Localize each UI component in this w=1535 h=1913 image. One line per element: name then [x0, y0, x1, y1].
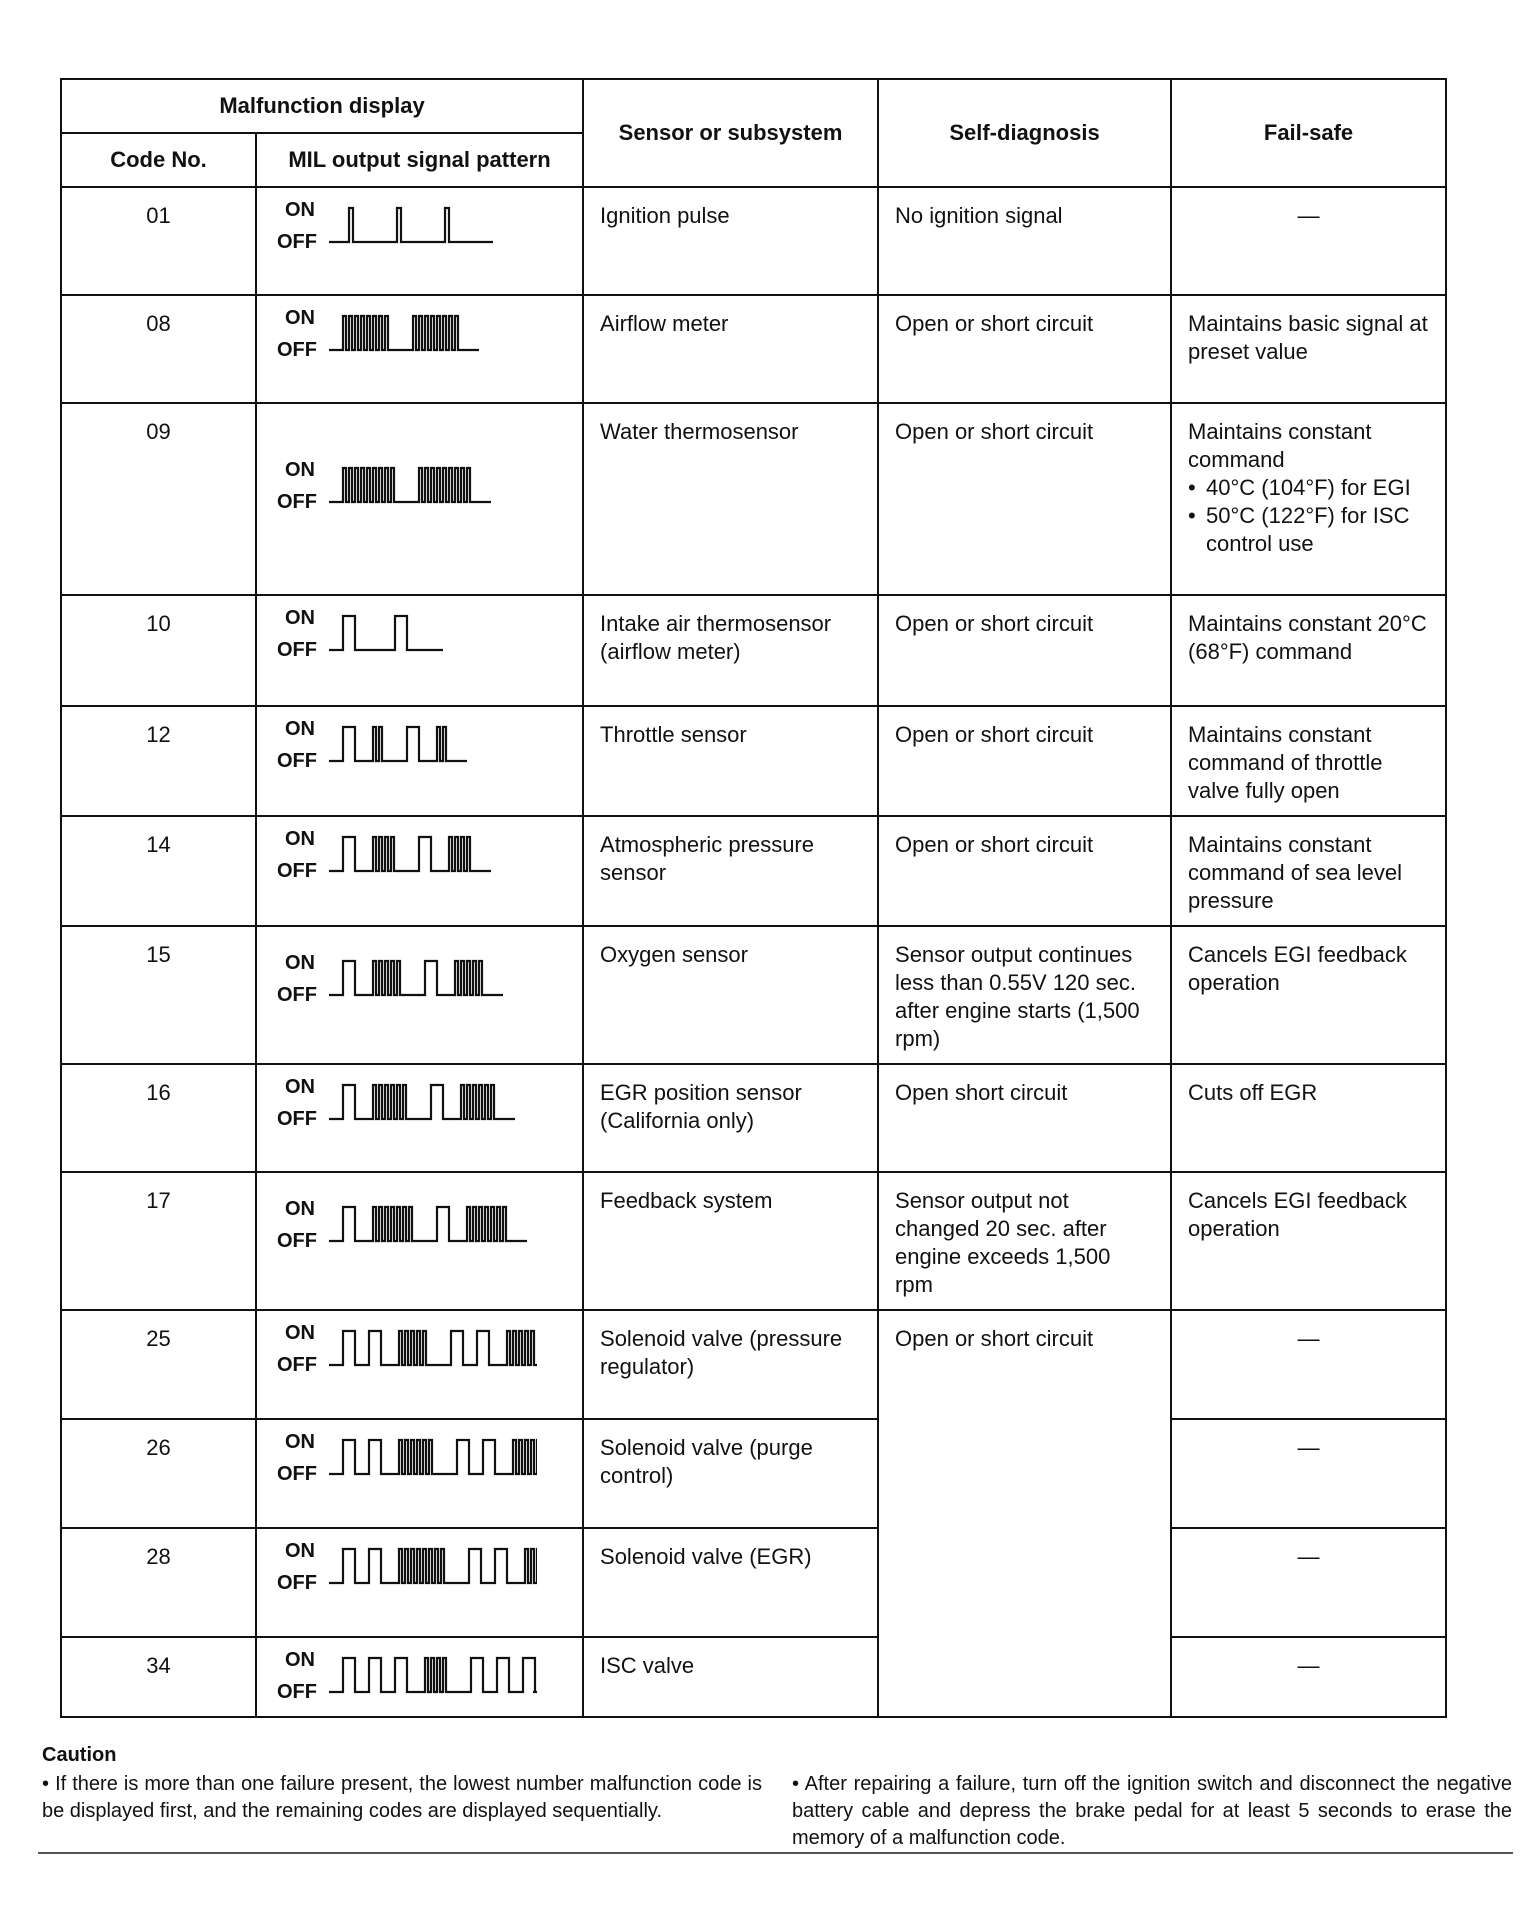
sensor-cell: Solenoid valve (purge control): [583, 1419, 878, 1528]
signal-on-label: ON: [285, 718, 315, 740]
signal-pattern-cell: [256, 1064, 583, 1172]
signal-on-label: ON: [285, 952, 315, 974]
failsafe-cell: [1171, 403, 1446, 595]
mil-signal-diagram: [277, 1073, 537, 1135]
signal-pattern-cell: [256, 1419, 583, 1528]
signal-on-label: ON: [285, 1322, 315, 1344]
sensor-cell: EGR position sensor (California only): [583, 1064, 878, 1172]
signal-waveform: [329, 1085, 515, 1119]
diagnosis-cell: Sensor output not changed 20 sec. after engine exceeds 1,500 rpm: [878, 1172, 1171, 1310]
sensor-cell: Water thermosensor: [583, 403, 878, 595]
signal-off-label: OFF: [277, 639, 317, 661]
signal-waveform: [329, 616, 443, 650]
caution-title: Caution: [42, 1744, 117, 1766]
signal-on-label: ON: [285, 1540, 315, 1562]
sensor-cell: ISC valve: [583, 1637, 878, 1717]
diagnosis-cell: Open or short circuit: [878, 816, 1171, 926]
signal-pattern: [277, 304, 576, 366]
signal-off-label: OFF: [277, 860, 317, 882]
mil-signal-diagram: [277, 1195, 537, 1257]
signal-pattern-cell: [256, 403, 583, 595]
code-cell: 08: [61, 295, 256, 403]
signal-pattern: [277, 1537, 576, 1599]
code-cell: 25: [61, 1310, 256, 1419]
header-mil-pattern: MIL output signal pattern: [256, 133, 583, 187]
signal-waveform: [329, 1207, 527, 1241]
sensor-cell: Airflow meter: [583, 295, 878, 403]
signal-on-label: ON: [285, 1198, 315, 1220]
sensor-cell: Feedback system: [583, 1172, 878, 1310]
table-row: [61, 187, 1446, 295]
signal-waveform: [329, 468, 491, 502]
mil-signal-diagram: [277, 604, 537, 666]
code-cell: 12: [61, 706, 256, 816]
header-fail-safe: Fail-safe: [1171, 79, 1446, 187]
code-cell: 17: [61, 1172, 256, 1310]
signal-pattern-cell: [256, 1172, 583, 1310]
header-code-no: Code No.: [61, 133, 256, 187]
signal-off-label: OFF: [277, 1463, 317, 1485]
table-row: [61, 1172, 1446, 1310]
table-row: [61, 1419, 1446, 1528]
code-cell: 09: [61, 403, 256, 595]
failsafe-cell: Cancels EGI feedback operation: [1171, 926, 1446, 1064]
code-cell: 28: [61, 1528, 256, 1637]
sensor-cell: Throttle sensor: [583, 706, 878, 816]
sensor-cell: Solenoid valve (EGR): [583, 1528, 878, 1637]
signal-pattern-cell: [256, 595, 583, 706]
table-row: [61, 1528, 1446, 1637]
signal-on-label: ON: [285, 307, 315, 329]
signal-pattern: [277, 1073, 576, 1135]
signal-off-label: OFF: [277, 750, 317, 772]
failsafe-cell: —: [1171, 1419, 1446, 1528]
failsafe-cell: Maintains constant command of sea level pressure: [1171, 816, 1446, 926]
signal-pattern-cell: [256, 816, 583, 926]
diagnosis-cell: Open or short circuit: [878, 595, 1171, 706]
mil-signal-diagram: [277, 1537, 537, 1599]
signal-on-label: ON: [285, 1076, 315, 1098]
sensor-cell: Oxygen sensor: [583, 926, 878, 1064]
signal-waveform: [329, 316, 479, 350]
table-row: [61, 1310, 1446, 1419]
failsafe-cell: Maintains basic signal at preset value: [1171, 295, 1446, 403]
code-cell: 26: [61, 1419, 256, 1528]
signal-off-label: OFF: [277, 1681, 317, 1703]
signal-on-label: ON: [285, 828, 315, 850]
failsafe-list: [1188, 474, 1429, 558]
signal-waveform: [329, 1658, 537, 1692]
failsafe-text: Maintains constant command: [1188, 419, 1372, 472]
signal-waveform: [329, 1440, 537, 1474]
table-row: [61, 1064, 1446, 1172]
signal-on-label: ON: [285, 199, 315, 221]
signal-pattern: [277, 1195, 576, 1257]
signal-pattern-cell: [256, 1310, 583, 1419]
table-row: [61, 595, 1446, 706]
diagnosis-cell: Open or short circuit: [878, 706, 1171, 816]
bottom-rule: [38, 1852, 1513, 1854]
table-row: [61, 1637, 1446, 1717]
diagnosis-cell: Open or short circuit: [878, 1310, 1171, 1717]
sensor-cell: Atmospheric pressure sensor: [583, 816, 878, 926]
signal-pattern-cell: [256, 1528, 583, 1637]
failsafe-cell: —: [1171, 1310, 1446, 1419]
sensor-cell: Ignition pulse: [583, 187, 878, 295]
signal-waveform: [329, 837, 491, 871]
signal-pattern-cell: [256, 926, 583, 1064]
diagnosis-cell: Sensor output continues less than 0.55V 120 sec. after engine starts (1,500 rpm): [878, 926, 1171, 1064]
sensor-cell: Solenoid valve (pressure regulator): [583, 1310, 878, 1419]
failsafe-item: • 50°C (122°F) for ISC control use: [1188, 502, 1429, 558]
signal-off-label: OFF: [277, 491, 317, 513]
malfunction-code-table: [60, 78, 1447, 1718]
failsafe-cell: —: [1171, 1528, 1446, 1637]
signal-waveform: [329, 208, 493, 242]
mil-signal-diagram: [277, 949, 537, 1011]
failsafe-item: • 40°C (104°F) for EGI: [1188, 474, 1429, 502]
mil-signal-diagram: [277, 196, 537, 258]
signal-off-label: OFF: [277, 1108, 317, 1130]
table-row: [61, 926, 1446, 1064]
header-self-diagnosis: Self-diagnosis: [878, 79, 1171, 187]
code-cell: 34: [61, 1637, 256, 1717]
caution-section: [42, 1742, 1512, 1852]
signal-on-label: ON: [285, 1431, 315, 1453]
signal-pattern: [277, 825, 576, 887]
signal-pattern-cell: [256, 706, 583, 816]
caution-note-left: • If there is more than one failure present, the lowest number malfunction code is be displayed first, and the remaining codes are displayed sequentially.: [42, 1773, 762, 1822]
diagnosis-cell: Open or short circuit: [878, 403, 1171, 595]
sensor-cell: Intake air thermosensor (airflow meter): [583, 595, 878, 706]
signal-pattern: [277, 604, 576, 666]
signal-off-label: OFF: [277, 1572, 317, 1594]
signal-pattern: [277, 1319, 576, 1381]
table-row: [61, 295, 1446, 403]
signal-on-label: ON: [285, 1649, 315, 1671]
signal-waveform: [329, 1331, 537, 1365]
signal-off-label: OFF: [277, 1230, 317, 1252]
mil-signal-diagram: [277, 304, 537, 366]
failsafe-cell: —: [1171, 187, 1446, 295]
signal-off-label: OFF: [277, 339, 317, 361]
mil-signal-diagram: [277, 825, 537, 887]
failsafe-cell: Maintains constant 20°C (68°F) command: [1171, 595, 1446, 706]
signal-pattern-cell: [256, 295, 583, 403]
mil-signal-diagram: [277, 715, 537, 777]
mil-signal-diagram: [277, 456, 537, 518]
signal-on-label: ON: [285, 459, 315, 481]
code-table-sheet: [60, 78, 1445, 1718]
table-row: [61, 706, 1446, 816]
diagnosis-cell: Open short circuit: [878, 1064, 1171, 1172]
failsafe-cell: Cuts off EGR: [1171, 1064, 1446, 1172]
signal-waveform: [329, 727, 467, 761]
signal-pattern-cell: [256, 1637, 583, 1717]
failsafe-cell: —: [1171, 1637, 1446, 1717]
code-cell: 14: [61, 816, 256, 926]
signal-pattern: [277, 456, 576, 518]
code-cell: 01: [61, 187, 256, 295]
signal-off-label: OFF: [277, 231, 317, 253]
signal-pattern: [277, 196, 576, 258]
signal-pattern: [277, 1428, 576, 1490]
table-row: [61, 816, 1446, 926]
header-sensor: Sensor or subsystem: [583, 79, 878, 187]
mil-signal-diagram: [277, 1319, 537, 1381]
table-row: [61, 403, 1446, 595]
mil-signal-diagram: [277, 1428, 537, 1490]
signal-off-label: OFF: [277, 984, 317, 1006]
header-malfunction-display: Malfunction display: [61, 79, 583, 133]
code-cell: 10: [61, 595, 256, 706]
signal-waveform: [329, 961, 503, 995]
failsafe-cell: Cancels EGI feedback operation: [1171, 1172, 1446, 1310]
code-cell: 16: [61, 1064, 256, 1172]
diagnosis-cell: No ignition signal: [878, 187, 1171, 295]
signal-on-label: ON: [285, 607, 315, 629]
diagnosis-cell: Open or short circuit: [878, 295, 1171, 403]
signal-off-label: OFF: [277, 1354, 317, 1376]
mil-signal-diagram: [277, 1646, 537, 1708]
signal-pattern: [277, 949, 576, 1011]
caution-note-right: • After repairing a failure, turn off the ignition switch and disconnect the negative battery cable and depress the brake pedal for at least 5 seconds to erase the memory of a malfunction code.: [792, 1773, 1512, 1849]
signal-pattern: [277, 1646, 576, 1708]
signal-waveform: [329, 1549, 537, 1583]
signal-pattern: [277, 715, 576, 777]
failsafe-cell: Maintains constant command of throttle valve fully open: [1171, 706, 1446, 816]
code-cell: 15: [61, 926, 256, 1064]
signal-pattern-cell: [256, 187, 583, 295]
